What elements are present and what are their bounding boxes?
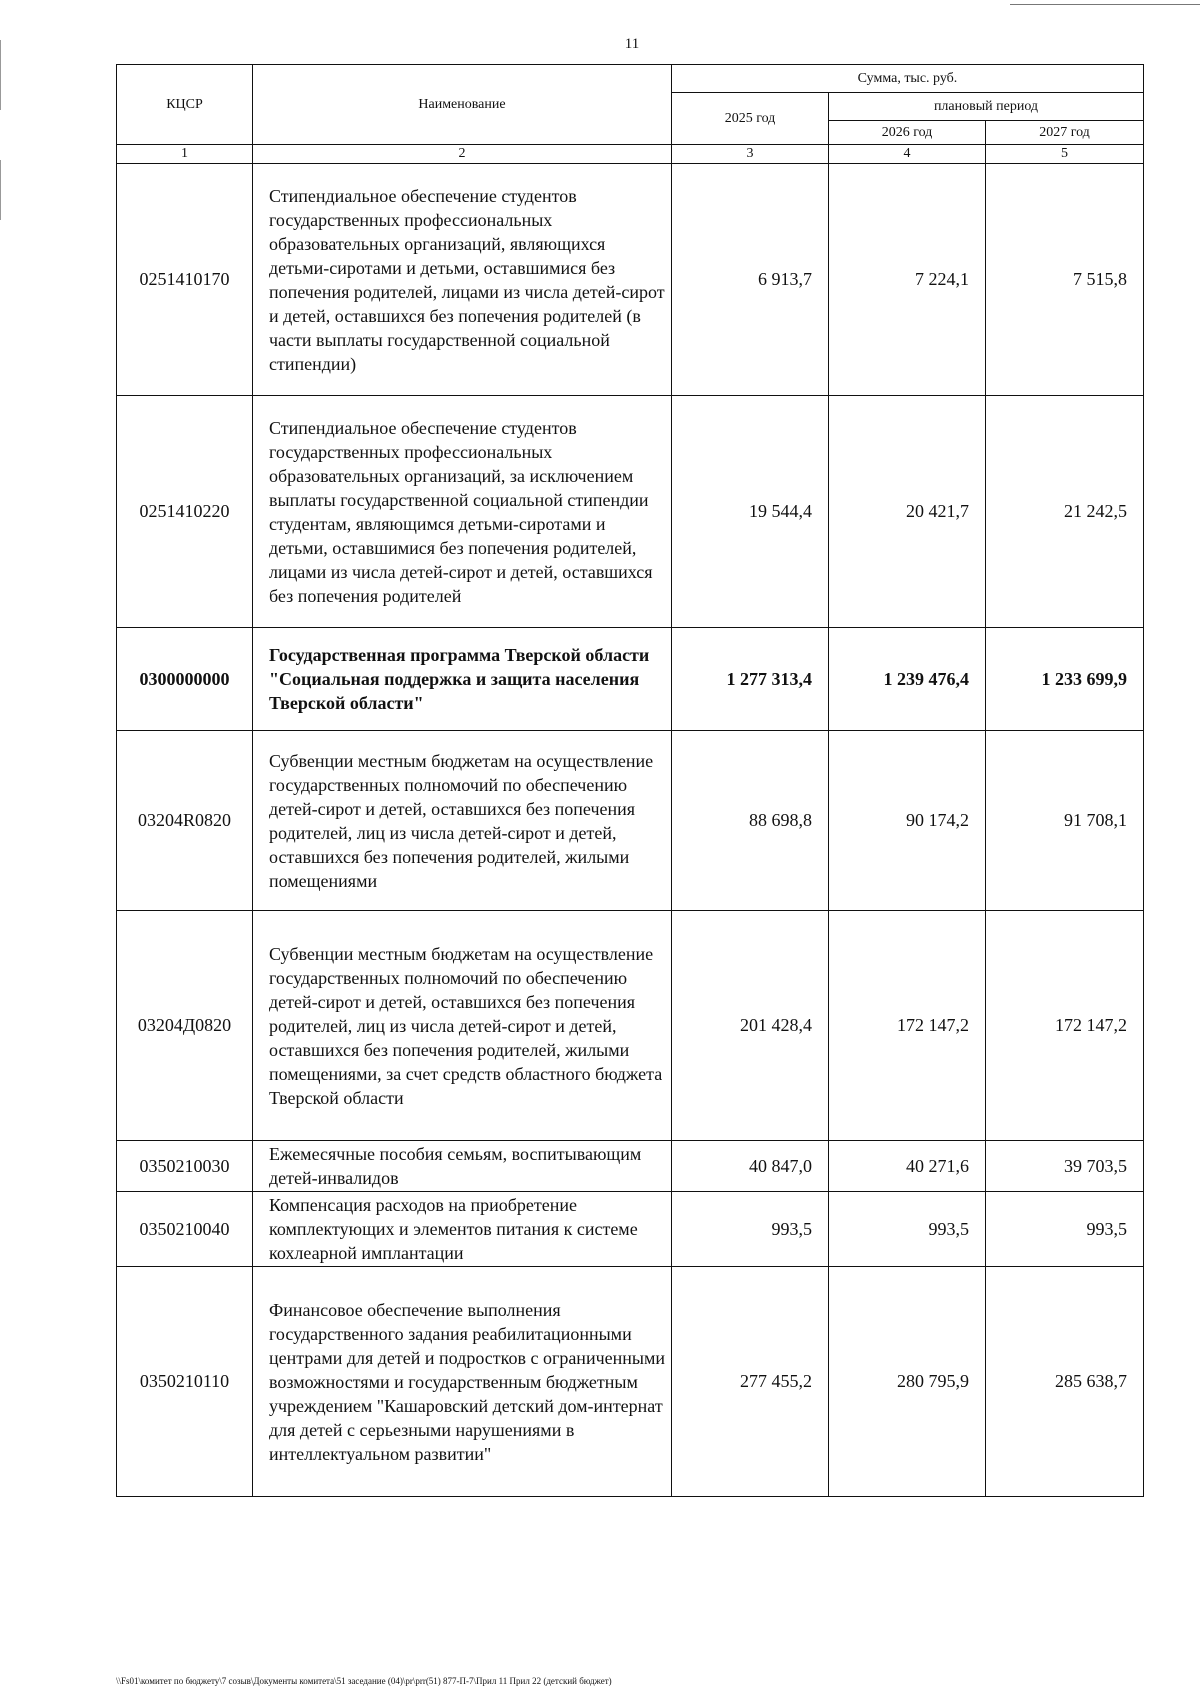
top-edge-line [1010,4,1200,5]
row-code: 03204R0820 [117,731,253,911]
row-value-2025: 6 913,7 [672,164,829,396]
row-value-2025: 40 847,0 [672,1141,829,1192]
row-value-2027: 993,5 [986,1192,1144,1267]
column-number: 3 [672,145,829,164]
row-value-2025: 1 277 313,4 [672,628,829,731]
header-name: Наименование [253,65,672,145]
row-value-2026: 40 271,6 [829,1141,986,1192]
table-row [117,1267,1144,1497]
row-code: 0251410170 [117,164,253,396]
row-value-2027: 39 703,5 [986,1141,1144,1192]
row-value-2026: 90 174,2 [829,731,986,911]
table-row [117,396,1144,628]
table-row [117,164,1144,396]
row-value-2025: 19 544,4 [672,396,829,628]
row-value-2026: 172 147,2 [829,911,986,1141]
row-code: 0300000000 [117,628,253,731]
header-year-2027: 2027 год [986,121,1144,145]
row-code: 0350210110 [117,1267,253,1497]
row-value-2025: 277 455,2 [672,1267,829,1497]
row-name: Стипендиальное обеспечение студентов государственных профессиональных образовательных организаций, являющихся детьми-сиротами и детьми, оставшимися без попечения родителей, лицами из числа детей-сирот и детей, оставшихся без попечения родителей (в части выплаты государственной социальной стипендии) [253,164,672,396]
row-value-2025: 201 428,4 [672,911,829,1141]
header-sum: Сумма, тыс. руб. [672,65,1144,93]
row-name: Субвенции местным бюджетам на осуществление государственных полномочий по обеспечению детей-сирот и детей, оставшихся без попечения родителей, лиц из числа детей-сирот и детей, оставшихся без попечения родителей, жилыми помещениями, за счет средств областного бюджета Тверской области [253,911,672,1141]
header-year-2025: 2025 год [672,93,829,145]
row-name: Государственная программа Тверской области "Социальная поддержка и защита населения Тверской области" [253,628,672,731]
row-name: Ежемесячные пособия семьям, воспитывающим детей-инвалидов [253,1141,672,1192]
row-value-2026: 280 795,9 [829,1267,986,1497]
column-number-row [117,145,1144,164]
table-row [117,1192,1144,1267]
table-row [117,911,1144,1141]
row-value-2026: 993,5 [829,1192,986,1267]
row-code: 0251410220 [117,396,253,628]
page-number: 11 [624,36,640,52]
row-value-2026: 7 224,1 [829,164,986,396]
header-planned-period: плановый период [829,93,1144,121]
column-number: 4 [829,145,986,164]
column-number: 1 [117,145,253,164]
left-edge-mark [0,160,1,220]
column-number: 2 [253,145,672,164]
row-value-2027: 172 147,2 [986,911,1144,1141]
row-code: 0350210030 [117,1141,253,1192]
row-name: Финансовое обеспечение выполнения государственного задания реабилитационными центрами для детей и подростков с ограниченными возможностями и государственным бюджетным учреждением "Кашаровский детский дом-интернат для детей с серьезными нарушениями в интеллектуальном развитии" [253,1267,672,1497]
row-value-2027: 91 708,1 [986,731,1144,911]
table-row [117,1141,1144,1192]
row-name: Субвенции местным бюджетам на осуществление государственных полномочий по обеспечению детей-сирот и детей, оставшихся без попечения родителей, лиц из числа детей-сирот и детей, оставшихся без попечения родителей, жилыми помещениями [253,731,672,911]
row-value-2027: 1 233 699,9 [986,628,1144,731]
footer-file-path: \\Fs01\комитет по бюджету\7 созыв\Документы комитета\51 заседание (04)\pr\prr(51) 877-П-7\Прил 11 Прил 22 (детский бюджет) [116,1676,612,1686]
row-value-2026: 20 421,7 [829,396,986,628]
row-name: Компенсация расходов на приобретение комплектующих и элементов питания к системе кохлеарной имплантации [253,1192,672,1267]
row-value-2026: 1 239 476,4 [829,628,986,731]
row-value-2027: 21 242,5 [986,396,1144,628]
row-value-2025: 88 698,8 [672,731,829,911]
row-code: 03204Д0820 [117,911,253,1141]
row-name: Стипендиальное обеспечение студентов государственных профессиональных образовательных организаций, за исключением выплаты государственной социальной стипендии студентам, являющимся детьми-сиротами и детьми, оставшимися без попечения родителей, лицами из числа детей-сирот и детей, оставшихся без попечения родителей [253,396,672,628]
budget-table [116,64,1144,1497]
row-value-2027: 7 515,8 [986,164,1144,396]
row-value-2027: 285 638,7 [986,1267,1144,1497]
column-number: 5 [986,145,1144,164]
row-value-2025: 993,5 [672,1192,829,1267]
table-row [117,731,1144,911]
header-year-2026: 2026 год [829,121,986,145]
table-row-program [117,628,1144,731]
header-code: КЦСР [117,65,253,145]
row-code: 0350210040 [117,1192,253,1267]
